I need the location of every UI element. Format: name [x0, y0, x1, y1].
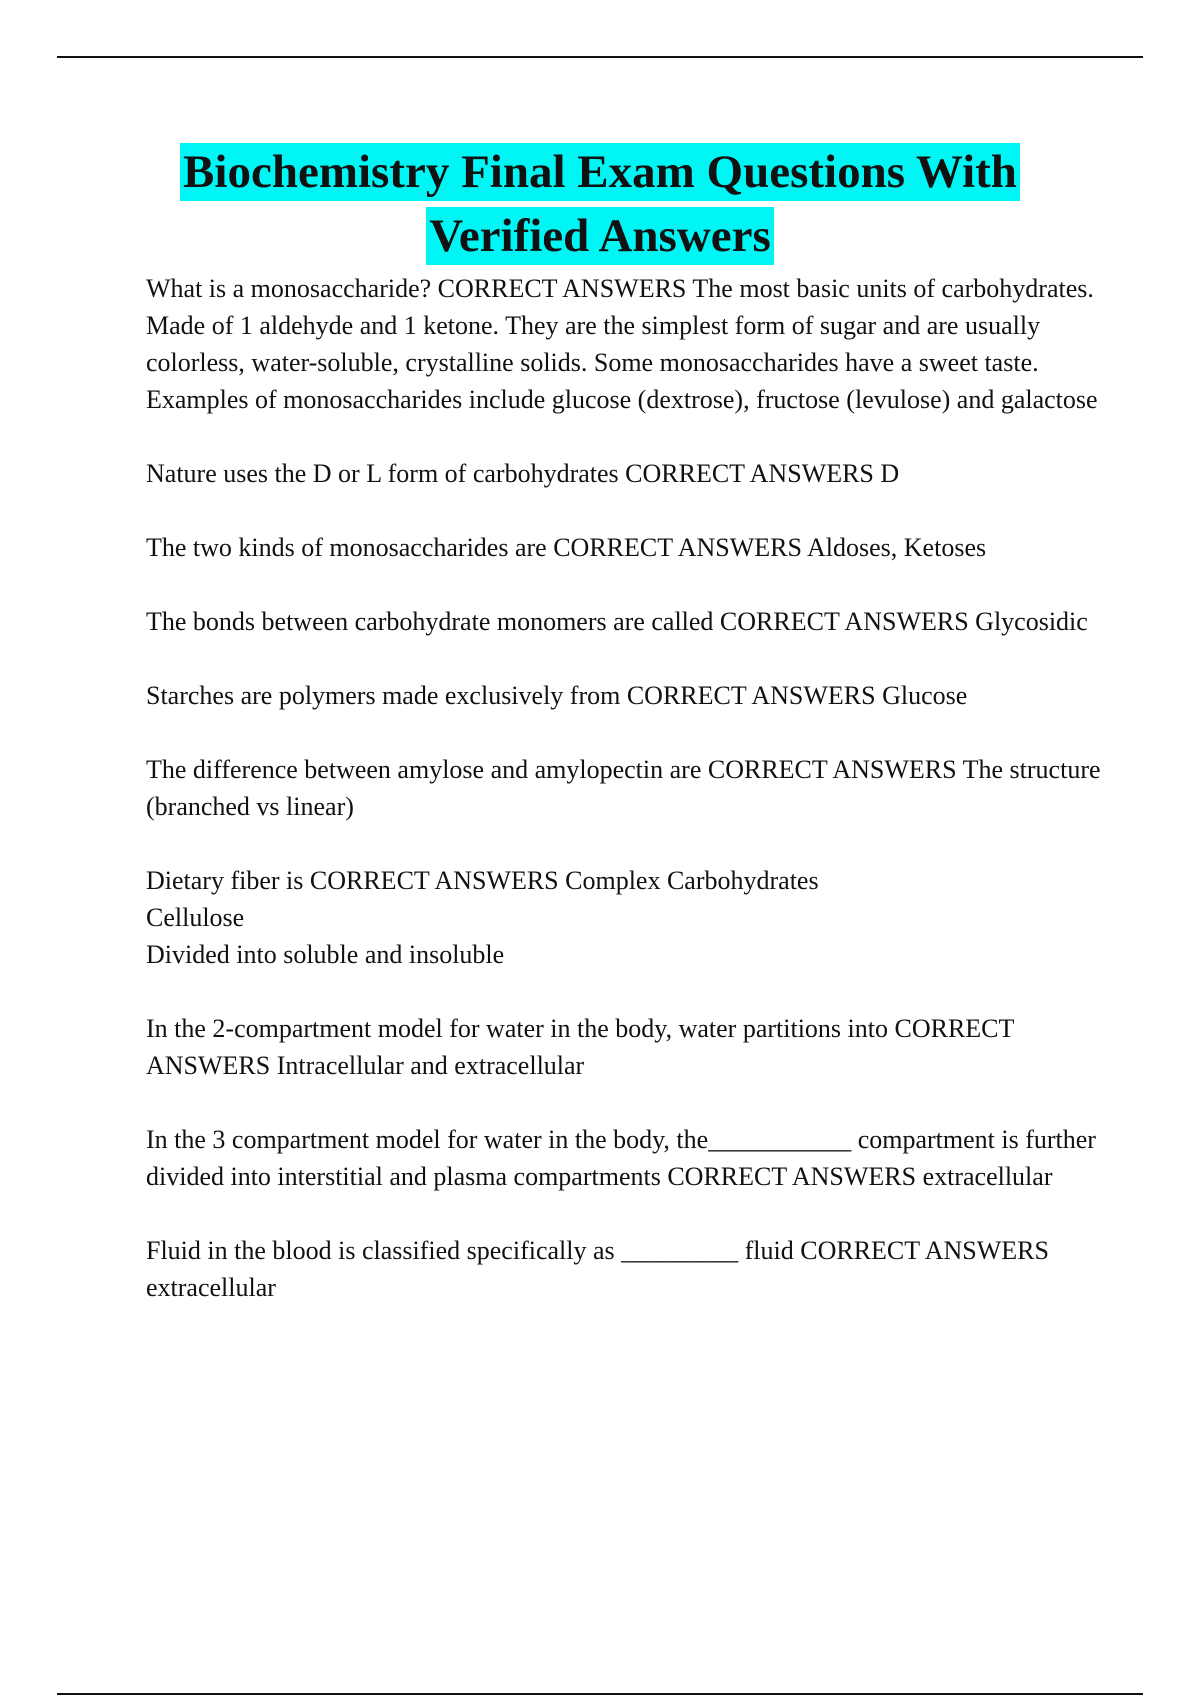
question-answer-item: The two kinds of monosaccharides are CORRECT ANSWERS Aldoses, Ketoses	[146, 533, 987, 562]
question-answer-item: Fluid in the blood is classified specifically as _________ fluid CORRECT ANSWERS extracellular	[146, 1236, 1049, 1302]
bottom-rule	[57, 1693, 1143, 1695]
question-answer-item: The difference between amylose and amylopectin are CORRECT ANSWERS The structure (branched vs linear)	[146, 755, 1101, 821]
question-list	[146, 270, 1106, 1343]
question-answer-item: Nature uses the D or L form of carbohydrates CORRECT ANSWERS D	[146, 459, 900, 488]
document-title	[0, 140, 1200, 268]
question-answer-item: In the 2-compartment model for water in the body, water partitions into CORRECT ANSWERS Intracellular and extracellular	[146, 1014, 1014, 1080]
question-answer-item: Starches are polymers made exclusively from CORRECT ANSWERS Glucose	[146, 681, 968, 710]
question-answer-item: Dietary fiber is CORRECT ANSWERS Complex Carbohydrates Cellulose Divided into soluble and insoluble	[146, 866, 819, 969]
title-line-2: Verified Answers	[426, 207, 774, 265]
question-answer-item: The bonds between carbohydrate monomers are called CORRECT ANSWERS Glycosidic	[146, 607, 1088, 636]
question-answer-item: In the 3 compartment model for water in the body, the___________ compartment is further divided into interstitial and plasma compartments CORRECT ANSWERS extracellular	[146, 1125, 1096, 1191]
title-line-1: Biochemistry Final Exam Questions With	[180, 143, 1020, 201]
top-rule	[57, 56, 1143, 58]
question-answer-item: What is a monosaccharide? CORRECT ANSWERS The most basic units of carbohydrates. Made of 1 aldehyde and 1 ketone. They are the simplest form of sugar and are usually colorless, water-soluble, crystalline solids. Some monosaccharides have a sweet taste. Examples of monosaccharides include glucose (dextrose), fructose (levulose) and galactose	[146, 274, 1098, 414]
